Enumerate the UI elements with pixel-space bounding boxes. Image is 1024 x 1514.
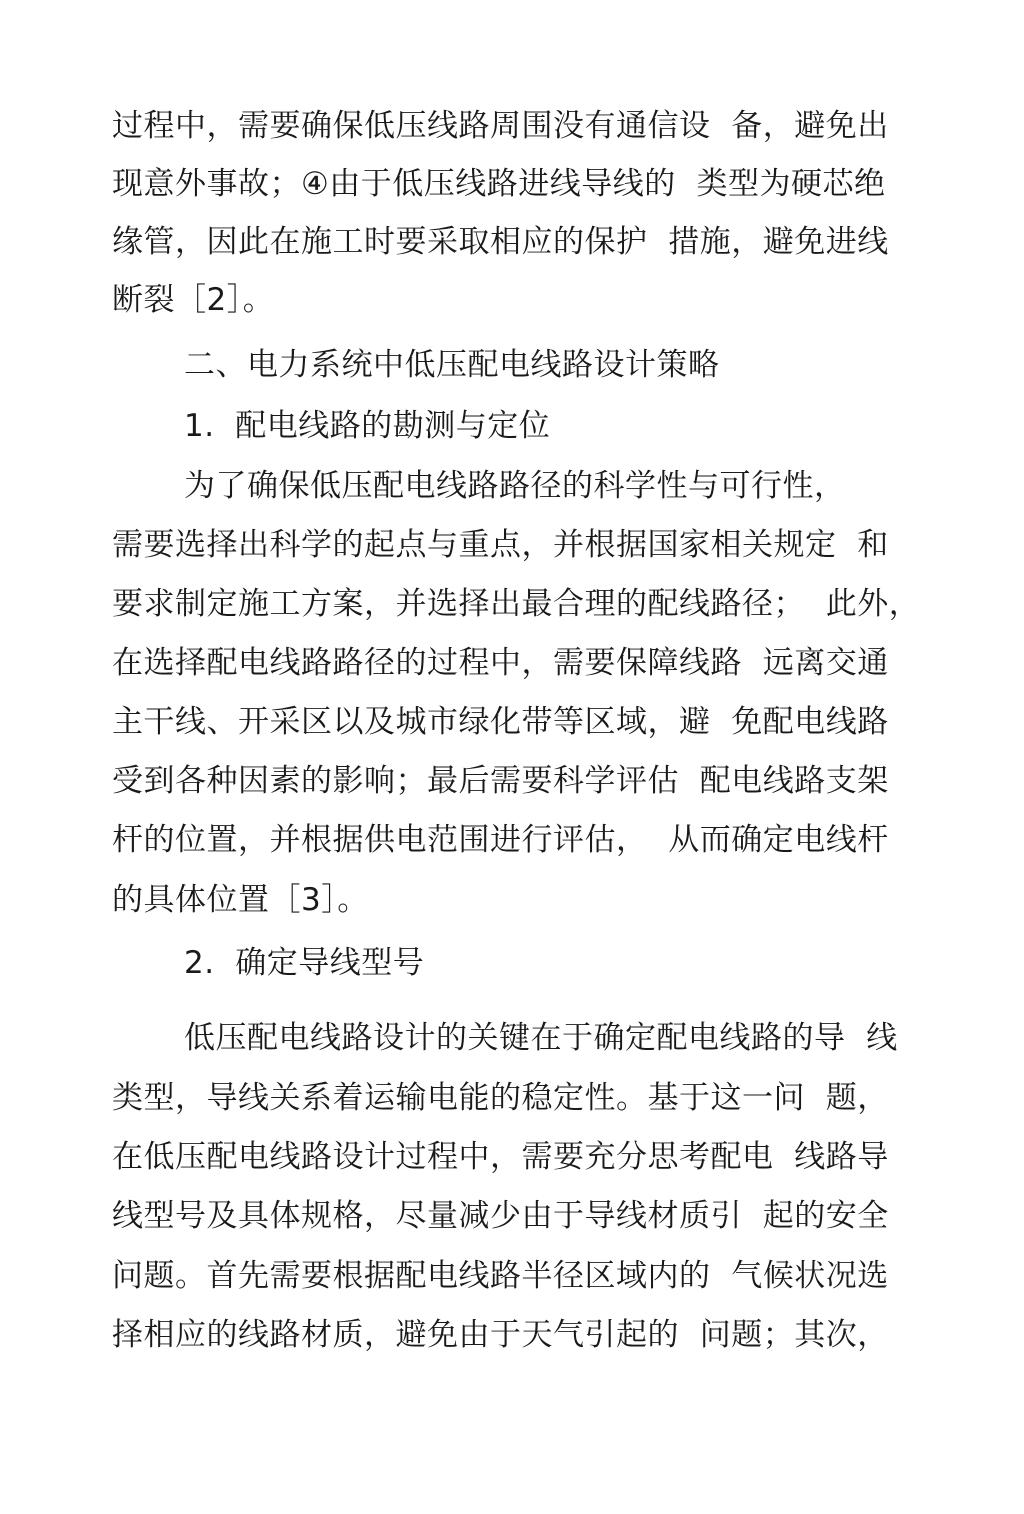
paragraph-line: 在低压配电线路设计过程中，需要充分思考配电 线路导	[112, 1139, 889, 1175]
paragraph-line: 的具体位置［3］。	[112, 882, 369, 918]
paragraph-line: 要求制定施工方案，并选择出最合理的配线路径； 此外，	[112, 586, 921, 622]
section-heading: 二、电力系统中低压配电线路设计策略	[184, 347, 720, 383]
paragraph-line: 缘管，因此在施工时要采取相应的保护 措施，避免进线	[112, 224, 889, 260]
paragraph-line: 问题。首先需要根据配电线路半径区域内的 气候状况选	[112, 1258, 889, 1294]
paragraph-line: 类型，导线关系着运输电能的稳定性。基于这一问 题，	[112, 1080, 889, 1116]
paragraph-line: 需要选择出科学的起点与重点，并根据国家相关规定 和	[112, 527, 889, 563]
paragraph-line: 线型号及具体规格，尽量减少由于导线材质引 起的安全	[112, 1198, 889, 1234]
subsection-heading-2: 2. 确定导线型号	[184, 945, 425, 981]
paragraph-line: 在选择配电线路路径的过程中，需要保障线路 远离交通	[112, 645, 889, 681]
paragraph-line: 现意外事故；④由于低压线路进线导线的 类型为硬芯绝	[112, 166, 886, 202]
paragraph-line: 断裂［2］。	[112, 282, 275, 318]
paragraph-line: 择相应的线路材质，避免由于天气引起的 问题；其次，	[112, 1317, 889, 1353]
paragraph-line: 杆的位置，并根据供电范围进行评估， 从而确定电线杆	[112, 822, 889, 858]
subsection-heading-1: 1. 配电线路的勘测与定位	[184, 408, 551, 444]
paragraph-line: 为了确保低压配电线路路径的科学性与可行性，	[184, 468, 846, 504]
paragraph-line: 受到各种因素的影响；最后需要科学评估 配电线路支架	[112, 763, 889, 799]
paragraph-line: 主干线、开采区以及城市绿化带等区域，避 免配电线路	[112, 704, 889, 740]
paragraph-line: 过程中，需要确保低压线路周围没有通信设 备，避免出	[112, 108, 889, 144]
paragraph-line: 低压配电线路设计的关键在于确定配电线路的导 线	[184, 1020, 898, 1056]
